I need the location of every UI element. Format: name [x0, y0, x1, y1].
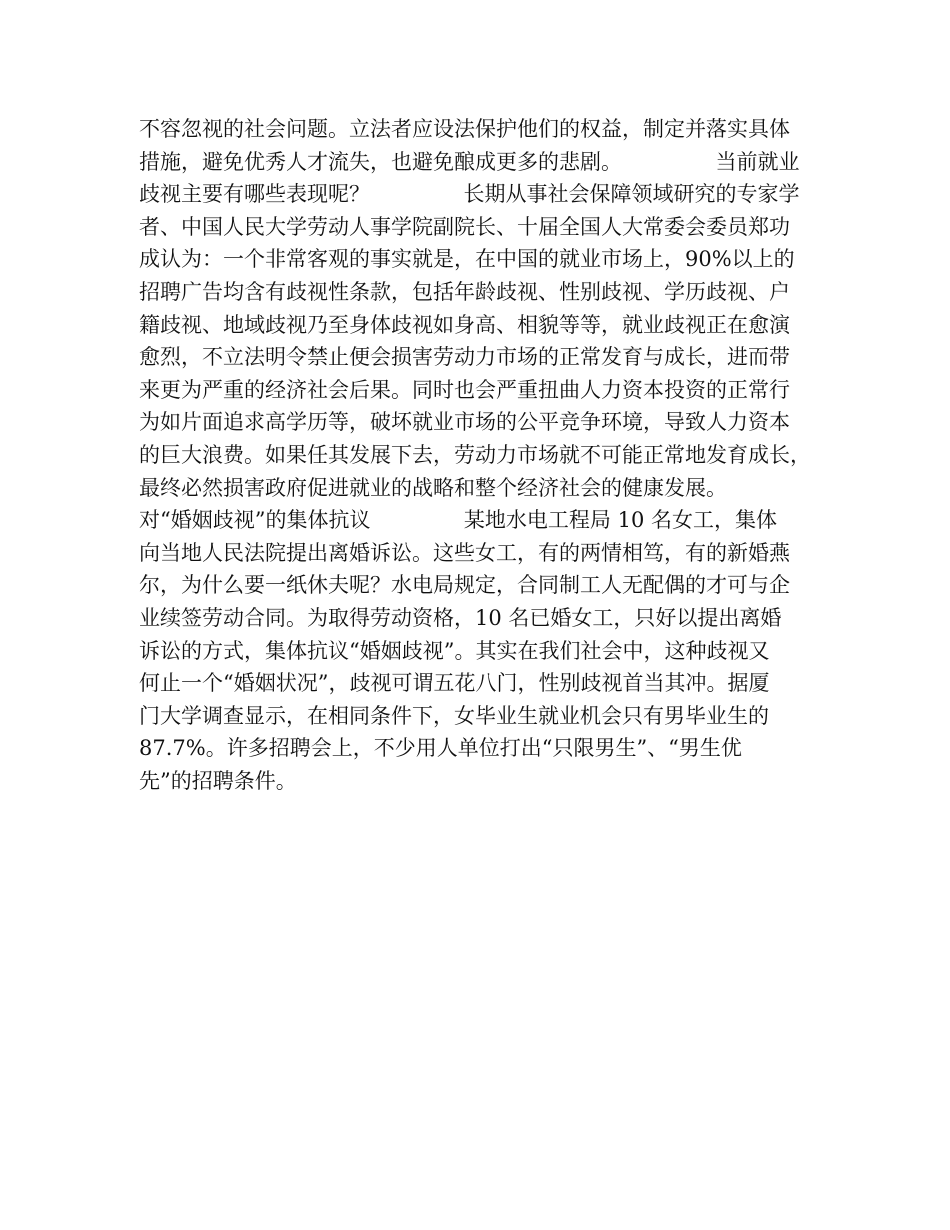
- text-line: 不容忽视的社会问题。立法者应设法保护他们的权益，制定并落实具体: [139, 117, 790, 141]
- text-line: 来更为严重的经济社会后果。同时也会严重扭曲人力资本投资的正常行: [139, 377, 790, 402]
- text-line: 者、中国人民大学劳动人事学院副院长、十届全国人大常委会委员郑功: [139, 214, 790, 239]
- text-line: 尔，为什么要一纸休夫呢？水电局规定，合同制工人无配偶的才可与企: [139, 573, 790, 598]
- text-line: 成认为：一个非常客观的事实就是，在中国的就业市场上，90%以上的: [139, 247, 795, 272]
- text-line: 87.7%。许多招聘会上，不少用人单位打出“只限男生”、“男生优: [139, 736, 742, 761]
- text-line: 愈烈，不立法明令禁止便会损害劳动力市场的正常发育与成长，进而带: [139, 345, 790, 370]
- text-line: 何止一个“婚姻状况”，歧视可谓五花八门，性别歧视首当其冲。据厦: [139, 671, 770, 696]
- text-line: 诉讼的方式，集体抗议“婚姻歧视”。其实在我们社会中，这种歧视又: [139, 638, 770, 663]
- text-line: 对“婚姻歧视”的集体抗议 某地水电工程局 10 名女工，集体: [139, 508, 777, 533]
- text-line: 籍歧视、地域歧视乃至身体歧视如身高、相貌等等，就业歧视正在愈演: [139, 312, 790, 337]
- text-line: 歧视主要有哪些表现呢？ 长期从事社会保障领域研究的专家学: [139, 182, 800, 207]
- text-line: 门大学调查显示，在相同条件下，女毕业生就业机会只有男毕业生的: [139, 703, 769, 728]
- text-line: 业续签劳动合同。为取得劳动资格，10 名已婚女工，只好以提出离婚: [139, 605, 782, 630]
- text-line: 向当地人民法院提出离婚诉讼。这些女工，有的两情相笃，有的新婚燕: [139, 540, 790, 565]
- text-line: 的巨大浪费。如果任其发展下去，劳动力市场就不可能正常地发育成长，: [139, 442, 811, 467]
- text-line: 先”的招聘条件。: [139, 768, 297, 793]
- text-line: 招聘广告均含有歧视性条款，包括年龄歧视、性别歧视、学历歧视、户: [139, 279, 790, 304]
- text-line: 为如片面追求高学历等，破坏就业市场的公平竞争环境，导致人力资本: [139, 410, 790, 435]
- text-line: 最终必然损害政府促进就业的战略和整个经济社会的健康发展。: [139, 475, 727, 500]
- body-text: [139, 113, 829, 797]
- text-line: 措施，避免优秀人才流失，也避免酿成更多的悲剧。 当前就业: [139, 149, 800, 174]
